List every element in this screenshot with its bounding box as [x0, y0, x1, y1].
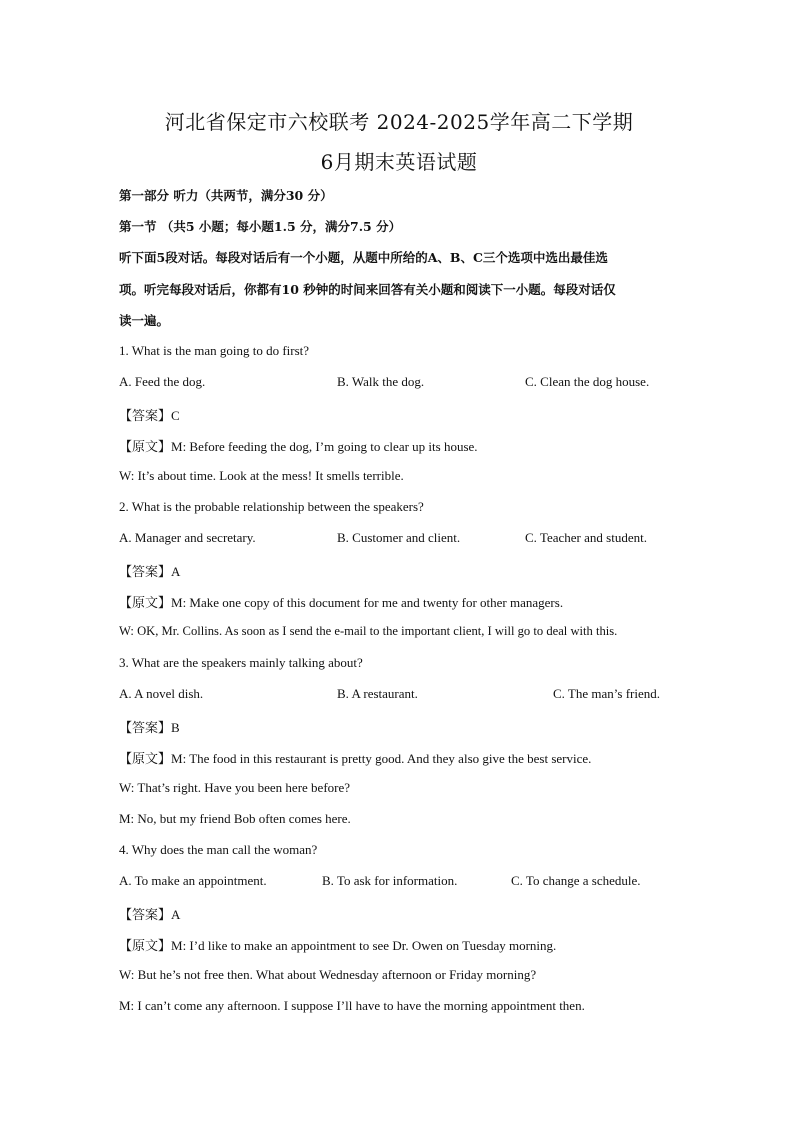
question-1-option-b: B. Walk the dog.	[337, 374, 425, 389]
section1-heading: 第一节 （共5 小题；每小题1.5 分，满分7.5 分）	[119, 219, 402, 234]
question-2-stem: 2. What is the probable relationship between the speakers?	[119, 499, 424, 514]
question-3-answer	[119, 717, 679, 736]
instructions-line-2: 项。听完每段对话后，你都有10 秒钟的时间来回答有关小题和阅读下一小题。每段对话仅	[119, 282, 616, 297]
doc-title-line-1: 河北省保定市六校联考 2024-2025学年高二下学期	[164, 110, 634, 134]
transcript-tag: 【原文】	[119, 939, 172, 954]
question-4-option-b: B. To ask for information.	[322, 873, 458, 888]
question-1-answer-value: C	[171, 408, 180, 423]
instructions-line-1: 听下面5段对话。每段对话后有一个小题，从题中所给的A、B、C三个选项中选出最佳选	[119, 250, 608, 265]
transcript-tag: 【原文】	[119, 752, 172, 767]
question-4-option-c: C. To change a schedule.	[511, 873, 641, 888]
doc-title-line-2: 6月期末英语试题	[320, 150, 478, 174]
answer-tag: 【答案】	[119, 565, 172, 580]
question-2-answer	[119, 561, 679, 580]
question-1-option-a: A. Feed the dog.	[119, 374, 206, 389]
question-3-transcript-3: M: No, but my friend Bob often comes here.	[119, 811, 351, 826]
transcript-text: M: I’d like to make an appointment to see Dr. Owen on Tuesday morning.	[171, 938, 557, 953]
question-1-answer	[119, 405, 679, 424]
question-4-transcript-1	[119, 935, 679, 954]
question-3-transcript-2: W: That’s right. Have you been here before?	[119, 780, 351, 795]
transcript-tag: 【原文】	[119, 596, 172, 611]
instructions-line-3: 读一遍。	[119, 313, 170, 328]
question-4-answer-value: A	[171, 907, 181, 922]
question-2-answer-value: A	[171, 564, 181, 579]
question-3-stem: 3. What are the speakers mainly talking about?	[119, 655, 363, 670]
transcript-tag: 【原文】	[119, 440, 172, 455]
question-4-option-a: A. To make an appointment.	[119, 873, 267, 888]
question-4-answer	[119, 904, 679, 923]
question-1-stem: 1. What is the man going to do first?	[119, 343, 310, 358]
answer-tag: 【答案】	[119, 908, 172, 923]
part1-heading: 第一部分 听力（共两节，满分30 分）	[119, 188, 333, 203]
transcript-text: M: Before feeding the dog, I’m going to clear up its house.	[171, 439, 478, 454]
question-4-transcript-2: W: But he’s not free then. What about Wednesday afternoon or Friday morning?	[119, 967, 537, 982]
question-1-option-c: C. Clean the dog house.	[525, 374, 650, 389]
question-1-transcript-1	[119, 436, 679, 455]
question-3-option-c: C. The man’s friend.	[553, 686, 660, 701]
transcript-text: M: Make one copy of this document for me and twenty for other managers.	[171, 595, 564, 610]
question-1-transcript-2: W: It’s about time. Look at the mess! It smells terrible.	[119, 468, 404, 483]
answer-tag: 【答案】	[119, 721, 172, 736]
question-2-option-c: C. Teacher and student.	[525, 530, 647, 545]
question-3-option-b: B. A restaurant.	[337, 686, 418, 701]
question-4-transcript-3: M: I can’t come any afternoon. I suppose I’ll have to have the morning appointment then.	[119, 998, 585, 1013]
transcript-text: M: The food in this restaurant is pretty good. And they also give the best service.	[171, 751, 592, 766]
question-2-option-a: A. Manager and secretary.	[119, 530, 256, 545]
question-3-option-a: A. A novel dish.	[119, 686, 204, 701]
question-2-transcript-2: W: OK, Mr. Collins. As soon as I send the e-mail to the important client, I will go to deal with this.	[119, 624, 618, 638]
question-4-stem: 4. Why does the man call the woman?	[119, 842, 318, 857]
answer-tag: 【答案】	[119, 409, 172, 424]
question-3-answer-value: B	[171, 720, 180, 735]
question-3-transcript-1	[119, 748, 679, 767]
question-2-option-b: B. Customer and client.	[337, 530, 461, 545]
question-2-transcript-1	[119, 592, 679, 611]
